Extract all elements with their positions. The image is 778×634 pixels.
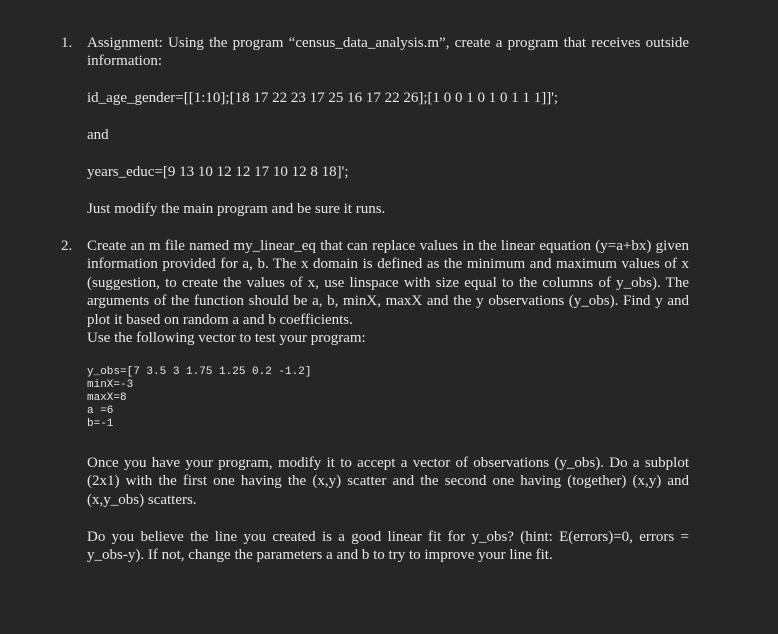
item-1-closing: Just modify the main program and be sure it runs. bbox=[87, 201, 386, 217]
item-1-code-line-1: id_age_gender=[[1:10];[18 17 22 23 17 25 16 17 22 26];[1 0 0 1 0 1 0 1 1 1]]'; bbox=[87, 90, 559, 106]
item-2-test-prompt: Use the following vector to test your program: bbox=[87, 330, 366, 346]
item-1-code-line-2: years_educ=[9 13 10 12 12 17 10 12 8 18]'; bbox=[87, 164, 349, 180]
code-line-maxx: maxX=8 bbox=[87, 392, 127, 404]
code-line-y-obs: y_obs=[7 3.5 3 1.75 1.25 0.2 -1.2] bbox=[87, 366, 312, 378]
item-2-text: Create an m file named my_linear_eq that can replace values in the linear equation (y=a+bx) given information provided for a, b. The x domain is defined as the minimum and maximum values of x (suggestion, to create the values of x, use linspace with size equal to the columns of y_obs). The arguments of the function should be a, b, minX, maxX and the y observations (y_obs). Find y and plot it based on random a and b coefficients. bbox=[87, 238, 689, 328]
code-line-minx: minX=-3 bbox=[87, 379, 134, 391]
item-1-number: 1. bbox=[61, 35, 73, 51]
paragraph-question: Do you believe the line you created is a good linear fit for y_obs? (hint: E(errors)=0, errors = y_obs-y). If not, change the parameters a and b to try to improve your line fit. bbox=[87, 529, 689, 564]
item-1-text: Assignment: Using the program “census_data_analysis.m”, create a program that receives outside information: bbox=[87, 35, 689, 70]
item-1-connector: and bbox=[87, 127, 109, 143]
paragraph-subplot: Once you have your program, modify it to accept a vector of observations (y_obs). Do a subplot (2x1) with the first one having the (x,y) scatter and the second one having (together) (x,y) and (x,y_obs) scatters. bbox=[87, 455, 689, 508]
item-2-number: 2. bbox=[61, 238, 73, 254]
code-line-b: b=-1 bbox=[87, 418, 114, 430]
code-line-a: a =6 bbox=[87, 405, 114, 417]
